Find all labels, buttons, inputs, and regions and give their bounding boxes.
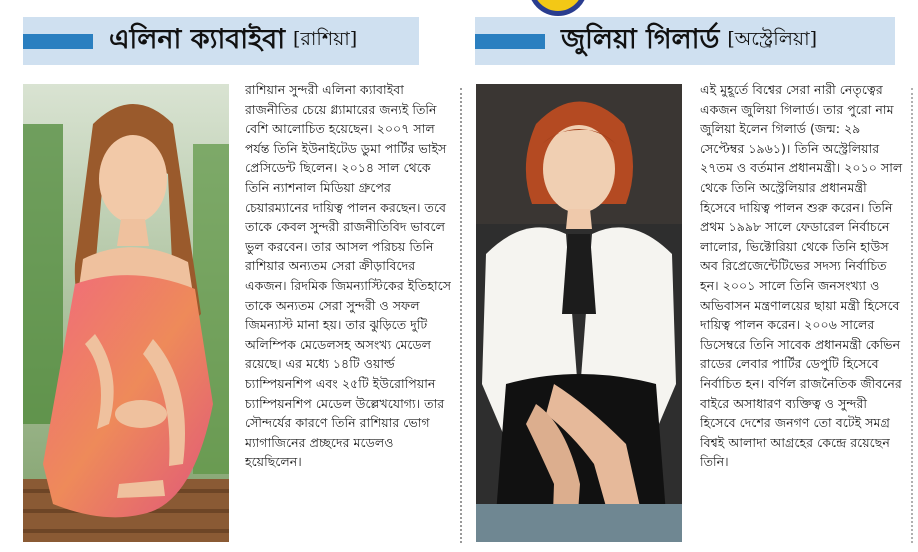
left-photo-illustration [23, 84, 229, 542]
left-article-name: এলিনা ক্যাবাইবা [109, 23, 286, 55]
page-edge-divider [911, 88, 913, 543]
left-article-body: রাশিয়ান সুন্দরী এলিনা ক্যাবাইবা রাজনীতির চেয়ে গ্ল্যামারের জন্যই তিনি বেশি আলোচিত হয়েছেন। ২০০৭ সাল পর্যন্ত তিনি ইউনাইটেড ডুমা পার্টির ভাইস প্রেসিডেন্ট ছিলেন। ২০১৪ সাল থেকে তিনি ন্যাশনাল মিডিয়া গ্রুপের চেয়ারম্যানের দায়িত্ব পালন করছেন। তবে তাকে কেবল সুন্দরী রাজনীতিবিদ ভাবলে ভুল করবেন। তার আসল পরিচয় তিনি রাশিয়ার অন্যতম সেরা ক্রীড়াবিদের একজন। রিদমিক জিমন্যাস্টিকের ইতিহাসে তাকে অন্যতম সেরা সুন্দরী ও সফল জিমন্যাস্ট মানা হয়। তার ঝুড়িতে দুটি অলিম্পিক মেডেলসহ অসংখ্য মেডেল রয়েছে। এর মধ্যে ১৪টি ওয়ার্ল্ড চ্যাম্পিয়নশিপ এবং ২৫টি ইউরোপিয়ান চ্যাম্পিয়নশিপ মেডেল উল্লেখযোগ্য। তার সৌন্দর্যের কারণে তিনি রাশিয়ার ভোগ ম্যাগাজিনের প্রচ্ছদের মডেলও হয়েছিলেন। [245, 82, 451, 470]
header-accent-bar [23, 34, 93, 49]
right-article-country: [অস্ট্রেলিয়া] [727, 28, 817, 50]
right-article-name: জুলিয়া গিলার্ড [561, 23, 720, 55]
right-photo-illustration [476, 84, 682, 542]
right-article-body: এই মুহূর্তে বিশ্বের সেরা নারী নেতৃত্বের একজন জুলিয়া গিলার্ড। তার পুরো নাম জুলিয়া ইলেন গিলার্ড (জন্ম: ২৯ সেপ্টেম্বর ১৯৬১)। তিনি অস্ট্রেলিয়ার ২৭তম ও বর্তমান প্রধানমন্ত্রী। ২০১০ সাল থেকে তিনি অস্ট্রেলিয়ার প্রধানমন্ত্রী হিসেবে দায়িত্ব পালন শুরু করেন। তিনি প্রথম ১৯৯৮ সালে ফেডারেল নির্বাচনে লালোর, ভিক্টোরিয়া থেকে তিনি হাউস অব রিপ্রেজেন্টেটিভের সদস্য নির্বাচিত হন। ২০০১ সালে তিনি জনসংখ্যা ও অভিবাসন মন্ত্রণালয়ের ছায়া মন্ত্রী হিসেবে দায়িত্ব পালন করেন। ২০০৬ সালের ডিসেম্বরে তিনি সাবেক প্রধানমন্ত্রী কেভিন রাডের লেবার পার্টির ডেপুটি হিসেবে নির্বাচিত হন। বর্ণিল রাজনৈতিক জীবনের বাইরে অসাধারণ ব্যক্তিত্ব ও সুন্দরী হিসেবে দেশের জনগণ তো বটেই সমগ্র বিশ্বই আলাদা আগ্রহের কেন্দ্রে রয়েছেন তিনি। [700, 82, 903, 470]
left-article-header [23, 17, 419, 65]
header-accent-bar [475, 34, 545, 49]
column-divider [460, 88, 462, 543]
left-article-photo [23, 84, 229, 542]
right-article-photo [476, 84, 682, 542]
newspaper-logo-fragment [528, 0, 588, 16]
right-article-header [475, 17, 895, 65]
left-article-country: [রাশিয়া] [293, 28, 358, 50]
